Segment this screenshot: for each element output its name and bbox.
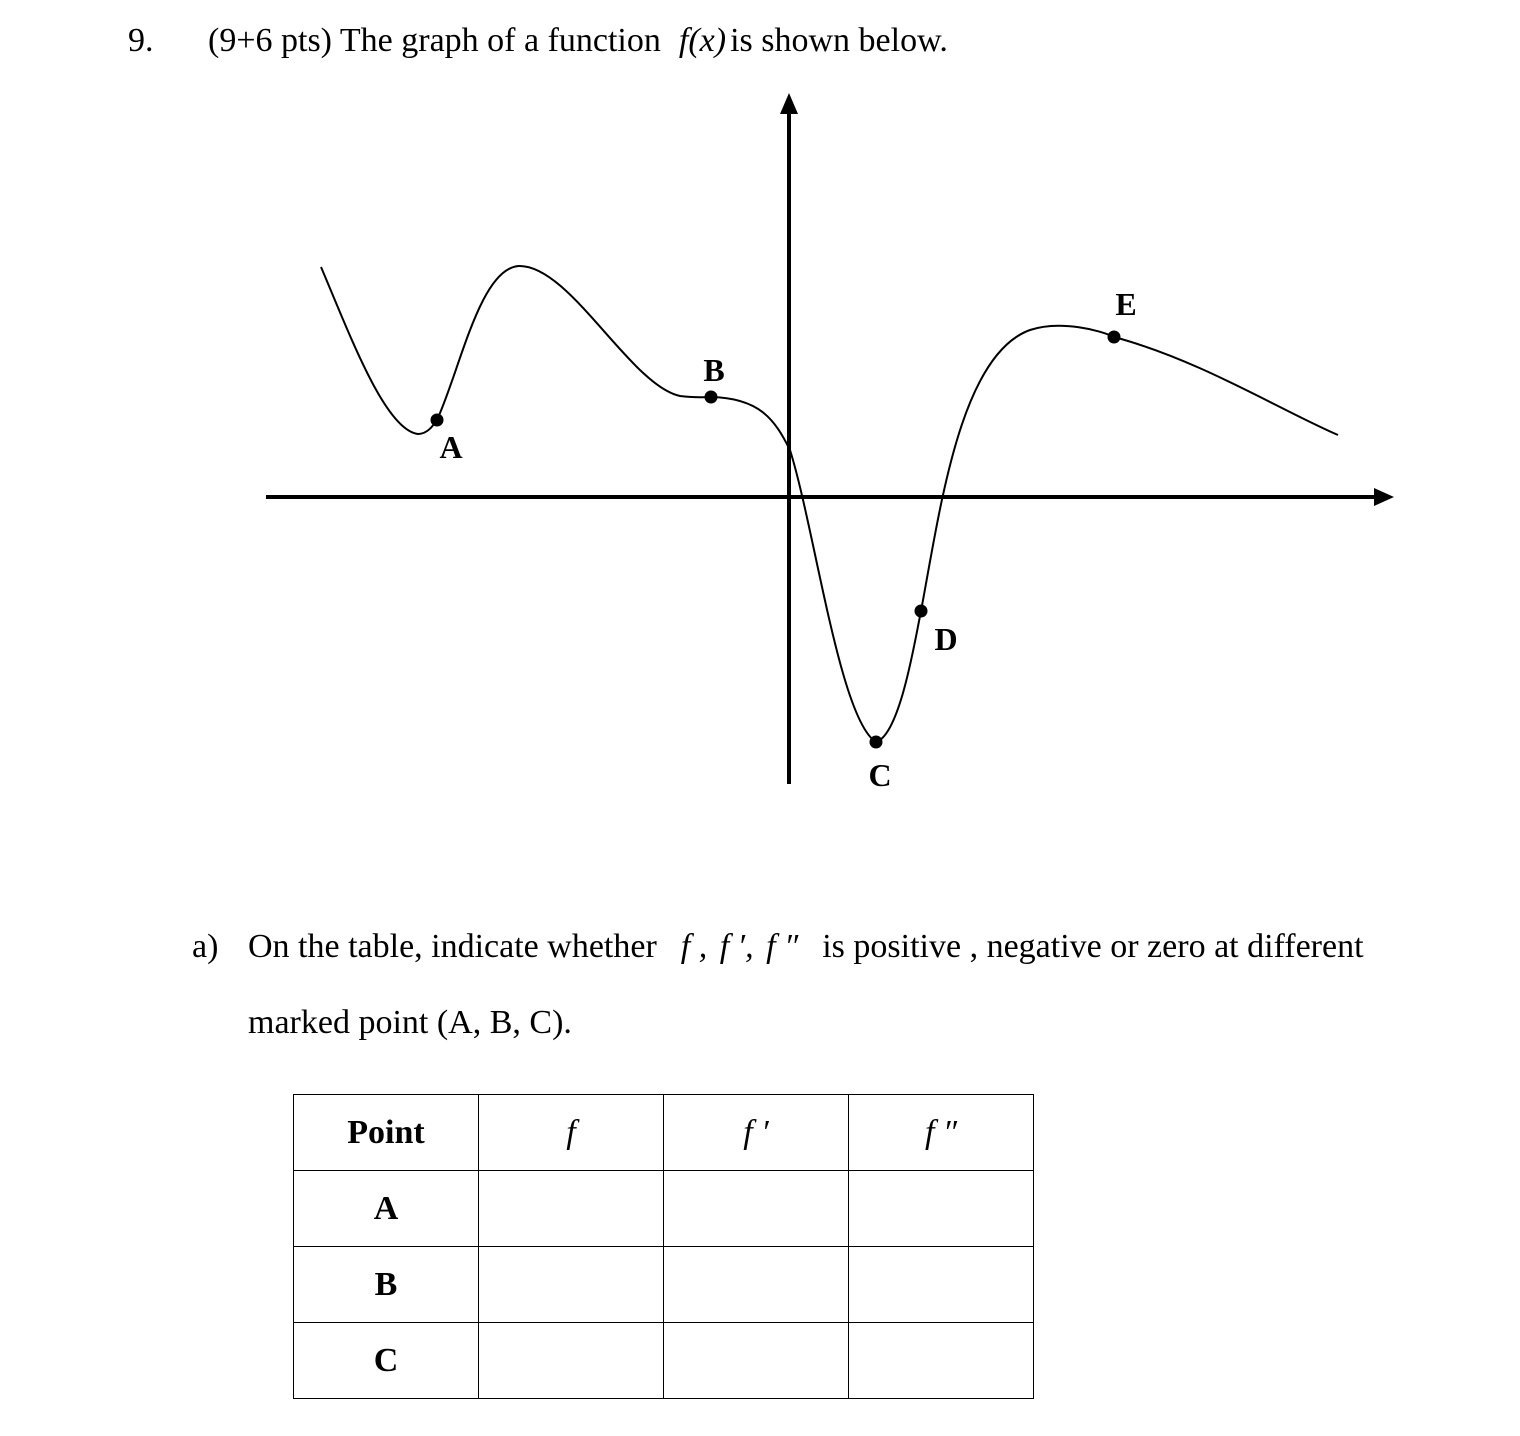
question-suffix: is shown below. xyxy=(730,22,948,59)
part-a-text-line1 xyxy=(248,928,1364,966)
table-row xyxy=(294,1247,1034,1323)
point-b-label: B xyxy=(703,352,725,388)
row-c-fpp-cell[interactable] xyxy=(849,1323,1034,1399)
table-row xyxy=(294,1171,1034,1247)
point-c-dot xyxy=(870,736,883,749)
part-a-text-before: On the table, indicate whether xyxy=(248,928,657,965)
table-row xyxy=(294,1323,1034,1399)
header-f-double-prime: f ″ xyxy=(849,1095,1034,1171)
point-c-label: C xyxy=(868,757,892,793)
point-e-label: E xyxy=(1115,286,1137,322)
header-point: Point xyxy=(294,1095,479,1171)
function-label: f(x) xyxy=(678,22,727,59)
symbol-f-double-prime: f ″ xyxy=(766,928,799,965)
x-axis-arrow xyxy=(1374,488,1394,506)
row-c-fp-cell[interactable] xyxy=(664,1323,849,1399)
row-a-fpp-cell[interactable] xyxy=(849,1171,1034,1247)
row-b-point: B xyxy=(294,1247,479,1323)
point-d-dot xyxy=(915,605,928,618)
point-a-label: A xyxy=(439,429,463,465)
answer-table xyxy=(293,1094,1034,1399)
part-a-text-after: is positive , negative or zero at different xyxy=(822,928,1364,965)
header-f: f xyxy=(479,1095,664,1171)
point-a-dot xyxy=(431,414,444,427)
part-a-text-line2: marked point (A, B, C). xyxy=(248,1004,572,1041)
y-axis-arrow xyxy=(780,93,798,114)
point-d-label: D xyxy=(934,621,958,657)
question-intro: (9+6 pts) The graph of a function xyxy=(208,22,661,59)
table-header-row xyxy=(294,1095,1034,1171)
point-b-dot xyxy=(705,391,718,404)
function-curve xyxy=(321,266,1338,742)
row-c-point: C xyxy=(294,1323,479,1399)
symbol-f: f , xyxy=(680,928,708,965)
row-b-fp-cell[interactable] xyxy=(664,1247,849,1323)
row-a-fp-cell[interactable] xyxy=(664,1171,849,1247)
part-a-label: a) xyxy=(192,928,219,965)
row-a-point: A xyxy=(294,1171,479,1247)
question-number: 9. xyxy=(128,22,154,59)
header-f-prime: f ′ xyxy=(664,1095,849,1171)
symbol-f-prime: f ′, xyxy=(719,928,754,965)
row-b-f-cell[interactable] xyxy=(479,1247,664,1323)
row-b-fpp-cell[interactable] xyxy=(849,1247,1034,1323)
row-c-f-cell[interactable] xyxy=(479,1323,664,1399)
row-a-f-cell[interactable] xyxy=(479,1171,664,1247)
point-e-dot xyxy=(1108,331,1121,344)
